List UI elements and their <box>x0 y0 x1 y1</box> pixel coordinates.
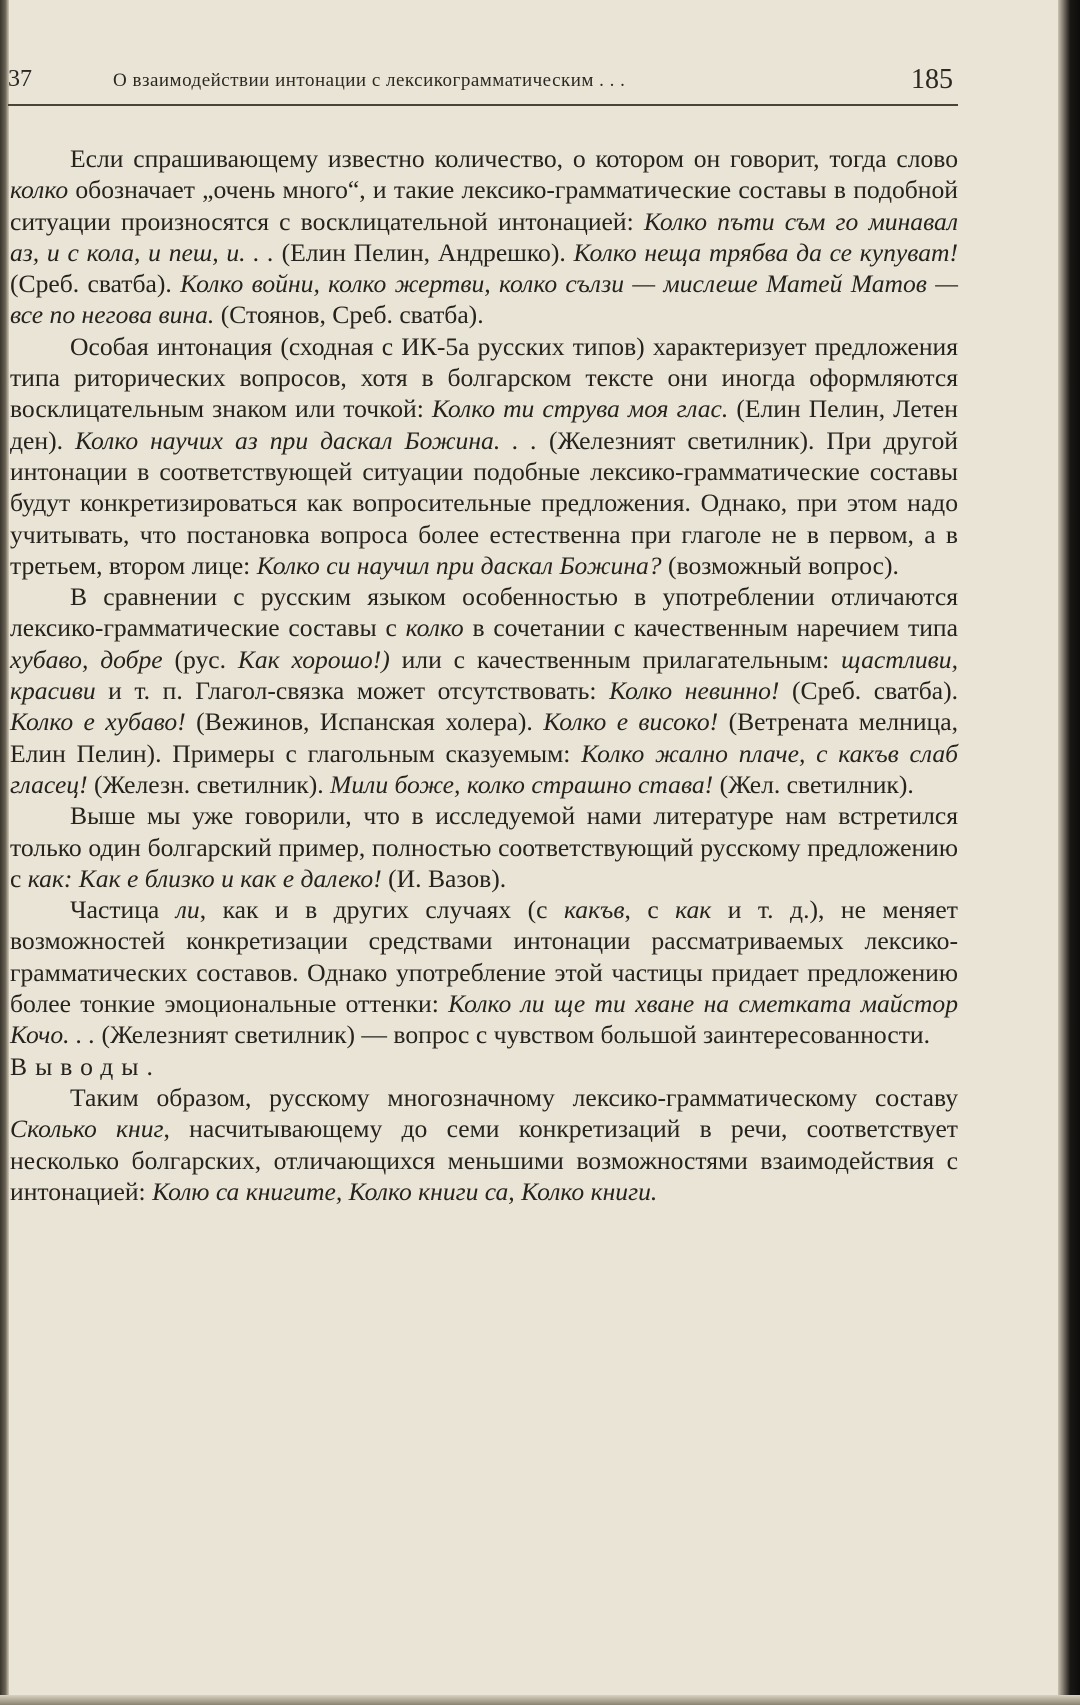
body-text <box>10 143 958 1207</box>
previous-page-number-fragment: 37 <box>8 66 32 92</box>
running-title: О взаимодействии интонации с лексикограмматическим . . . <box>113 70 626 91</box>
paragraph-3: В сравнении с русским языком особенностью в употреблении отличаются лексико-грамматические составы с колко в сочетании с качественным наречием типа хубаво, добре (рус. Как хорошо!) или с качественным прилагательным: щастливи, красиви и т. п. Глагол-связка может отсутствовать: Колко невинно! (Среб. сватба). Колко е хубаво! (Вежинов, Испанская холера). Колко е високо! (Ветрената мелница, Елин Пелин). Примеры с глагольным сказуемым: Колко жално плаче, с какъв слаб гласец! (Железн. светилник). Мили боже, колко страшно става! (Жел. светилник). <box>10 582 958 799</box>
paragraph-2: Особая интонация (сходная с ИК-5а русских типов) характеризует предложения типа риторических вопросов, хотя в болгарском тексте они иногда оформляются восклицательным знаком или точкой: Колко ти струва моя глас. (Елин Пелин, Летен ден). Колко научих аз при даскал Божина. . . (Железният светилник). При другой интонации в соответствующей ситуации подобные лексико-грамматические составы будут конкретизироваться как вопросительные предложения. Однако, при этом надо учитывать, что постановка вопроса более естественна при глаголе не в первом, а в третьем, втором лице: Колко си научил при даскал Божина? (возможный вопрос). <box>10 331 958 580</box>
page-header <box>8 64 958 104</box>
paragraph-6: Таким образом, русскому многозначному лексико-грамматическому составу Сколько книг, насчитывающему до семи конкретизаций в речи, соответствует несколько болгарских, отличающихся меньшими возможностями взаимодействия с интонацией: Колю са книгите, Колко книги са, Колко книги. <box>10 1082 958 1206</box>
paragraph-1: Если спрашивающему известно количество, о котором он говорит, тогда слово колко обозначает „очень много“, и такие лексико-грамматические составы в подобной ситуации произносятся с восклицательной интонацией: Колко пъти съм го минавал аз, и с кола, и пеш, и. . . (Елин Пелин, Андрешко). Колко неща трябва да се купуват! (Среб. сватба). Колко войни, колко жертви, колко сълзи — мислеше Матей Матов — все по негова вина. (Стоянов, Среб. сватба). <box>10 144 958 330</box>
paragraph-4: Выше мы уже говорили, что в исследуемой нами литературе нам встретился только один болгарский пример, полностью соответствующий русскому предложению с как: Как е близко и как е далеко! (И. Вазов). <box>10 801 958 893</box>
section-heading-conclusions: Выводы. <box>10 1051 161 1081</box>
paragraph-5: Частица ли, как и в других случаях (с какъв, с как и т. д.), не меняет возможностей конкретизации средствами интонации рассматриваемых лексико-грамматических составов. Однако употребление этой частицы придает предложению более тонкие эмоциональные оттенки: Колко ли ще ти хване на сметката майстор Кочо. . . (Железният светилник) — вопрос с чувством большой заинтересованности. <box>10 895 958 1050</box>
page-left-edge-shadow <box>0 0 9 1705</box>
page-bottom-edge-shadow <box>0 1695 1080 1705</box>
header-rule <box>8 104 958 106</box>
page-number: 185 <box>911 64 953 95</box>
page-right-edge-shadow <box>1058 0 1080 1705</box>
